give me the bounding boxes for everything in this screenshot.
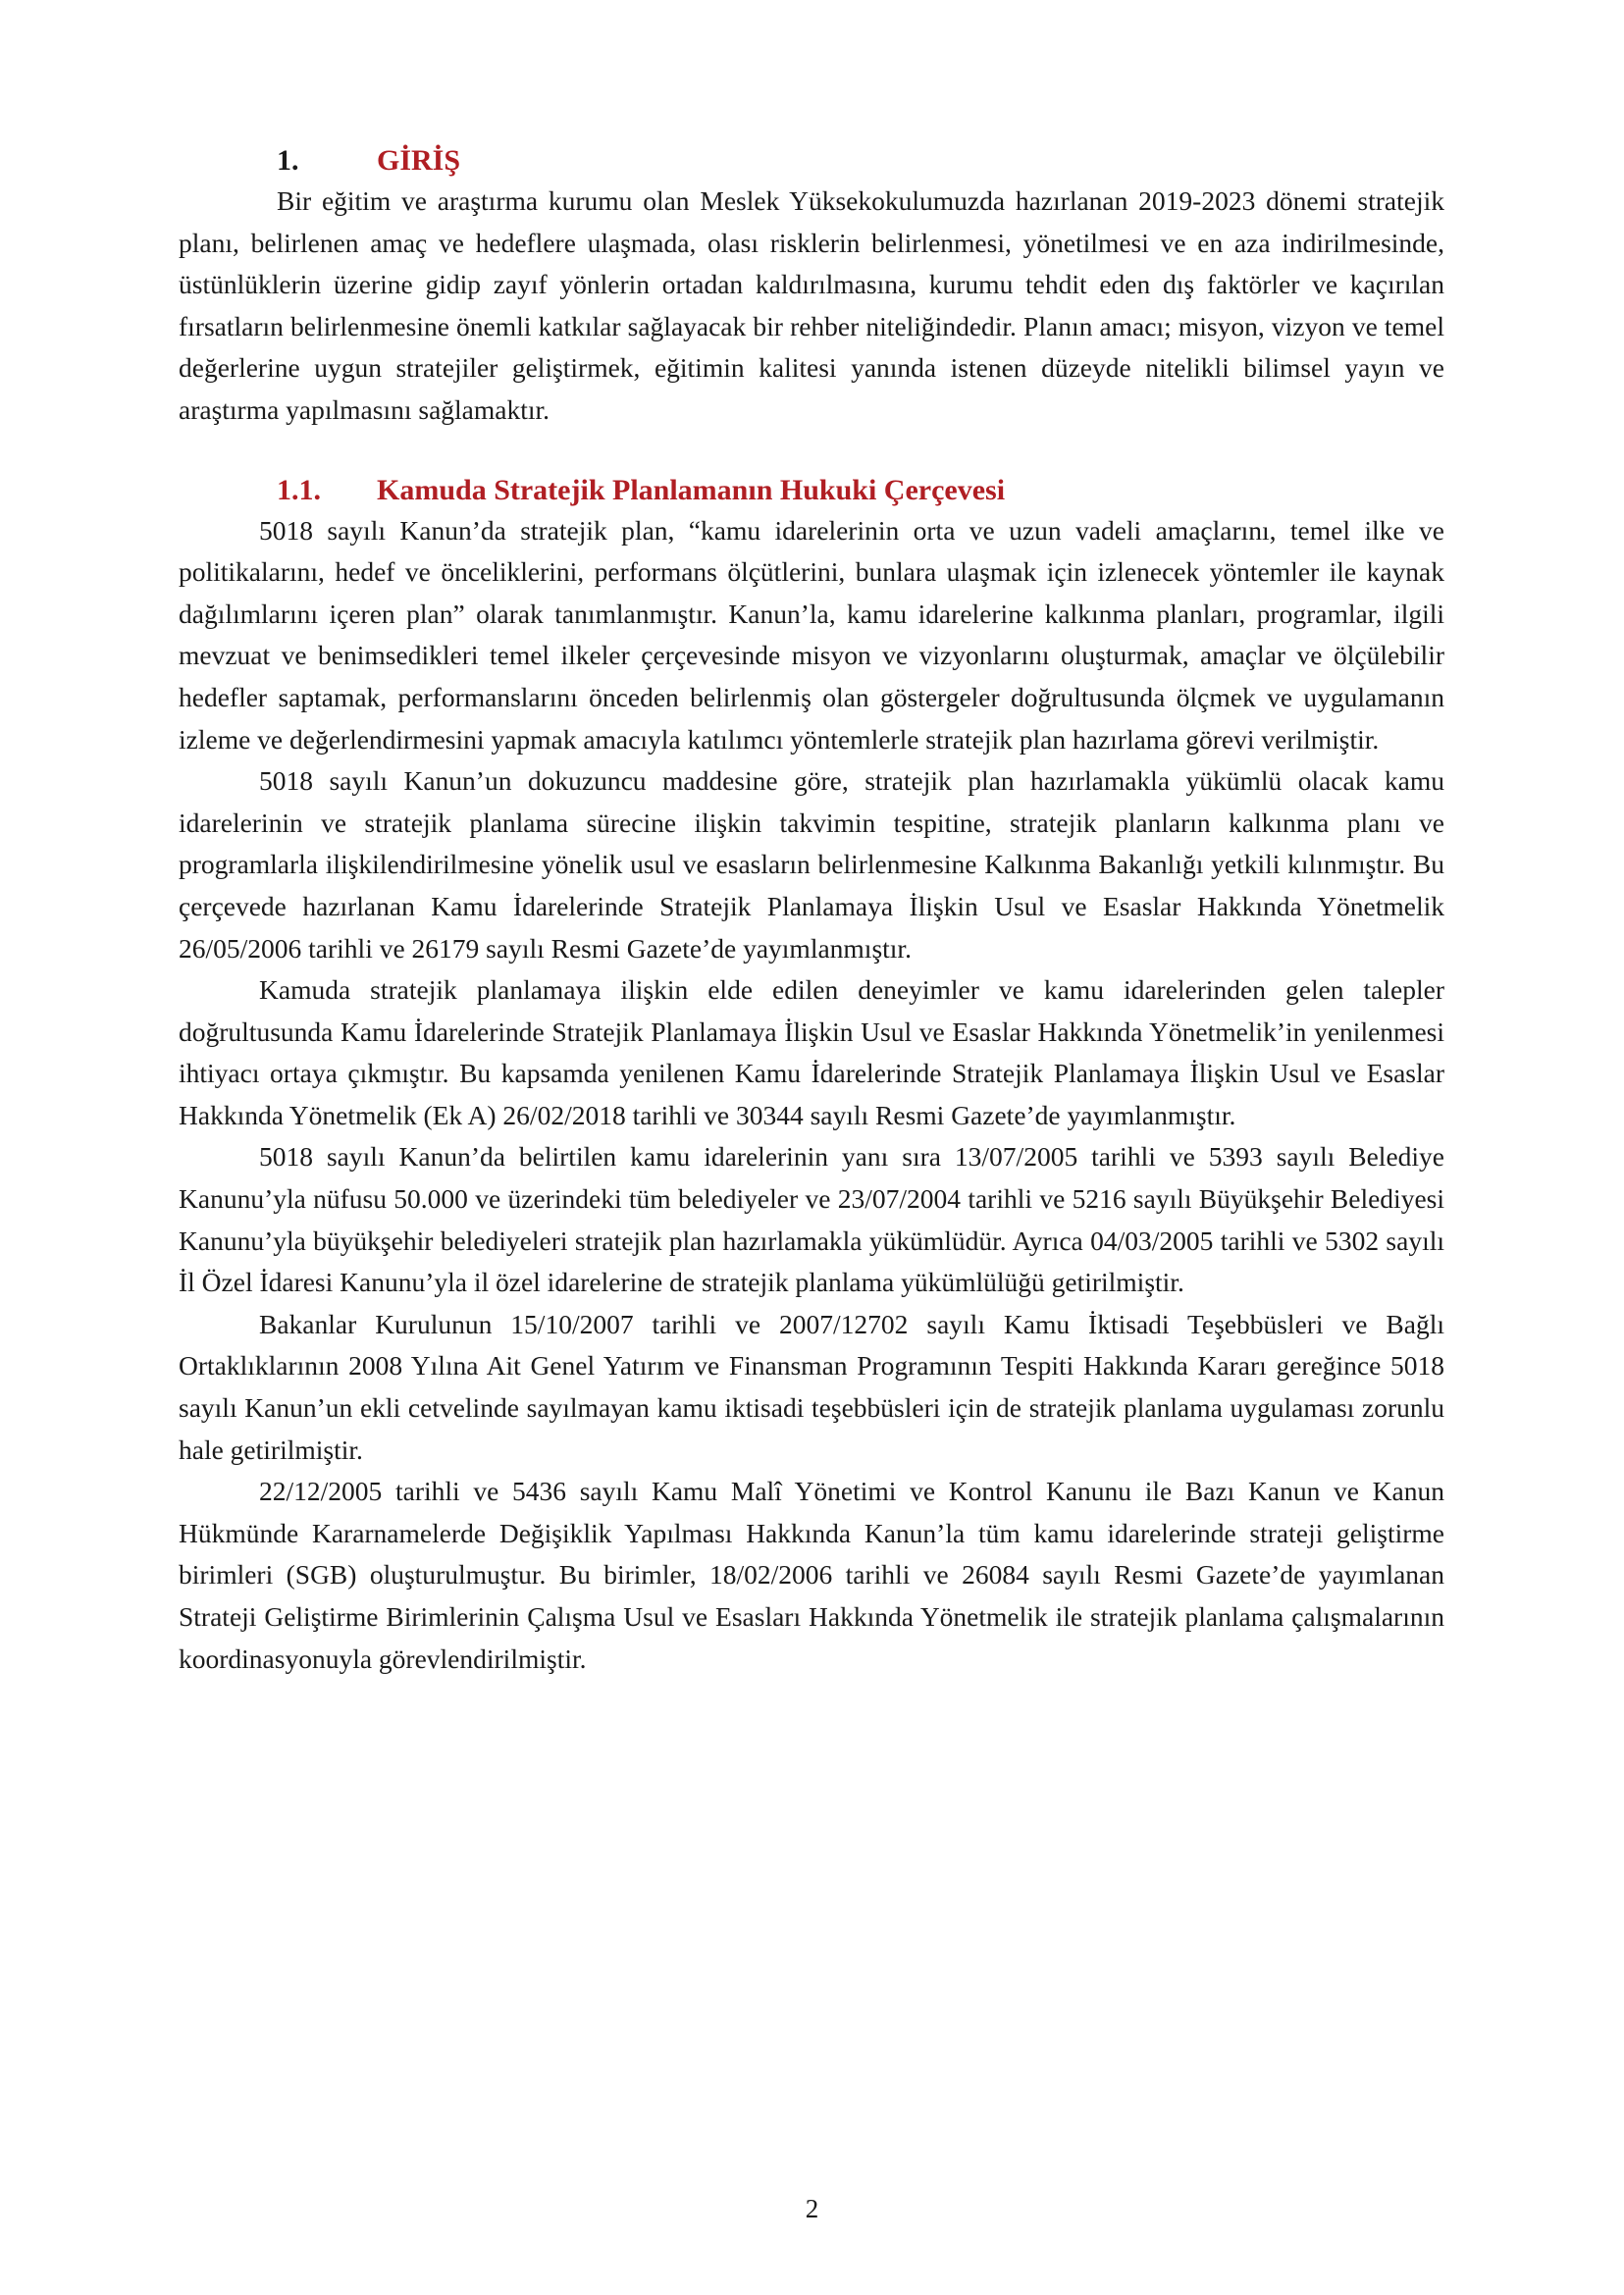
subsection-title: Kamuda Stratejik Planlamanın Hukuki Çerçevesi xyxy=(377,473,1006,506)
paragraph-4: 5018 sayılı Kanun’da belirtilen kamu idarelerinin yanı sıra 13/07/2005 tarihli ve 5393 sayılı Belediye Kanunu’yla nüfusu 50.000 ve üzerindeki tüm belediyeler ve 23/07/2004 tarihli ve 5216 sayılı Büyükşehir Belediyesi Kanunu’yla büyükşehir belediyeleri stratejik plan hazırlamakla yükümlüdür. Ayrıca 04/03/2005 tarihli ve 5302 sayılı İl Özel İdaresi Kanunu’yla il özel idarelerine de stratejik planlama yükümlülüğü getirilmiştir. xyxy=(179,1141,1444,1298)
paragraph-1: 5018 sayılı Kanun’da stratejik plan, “kamu idarelerinin orta ve uzun vadeli amaçlarını, temel ilke ve politikalarını, hedef ve önceliklerini, performans ölçütlerini, bunlara ulaşmak için izlenecek yöntemler ile kaynak dağılımlarını içeren plan” olarak tanımlanmıştır. Kanun’la, kamu idarelerine kalkınma planları, programlar, ilgili mevzuat ve benimsedikleri temel ilkeler çerçevesinde misyon ve vizyonlarını oluşturmak, amaçlar ve ölçülebilir hedefler saptamak, performanslarını önceden belirlenmiş olan göstergeler doğrultusunda ölçmek ve uygulamanın izleme ve değerlendirmesini yapmak amacıyla katılımcı yöntemlerle stratejik plan hazırlama görevi verilmiştir. xyxy=(179,514,1444,755)
section-title: GİRİŞ xyxy=(377,144,461,177)
subsection-number: 1.1. xyxy=(277,473,321,506)
paragraph-2: 5018 sayılı Kanun’un dokuzuncu maddesine göre, stratejik plan hazırlamakla yükümlü olacak kamu idarelerinin ve stratejik planlama sürecine ilişkin takvimin tespitine, stratejik planların kalkınma planı ve programlarla ilişkilendirilmesine yönelik usul ve esasların belirlenmesine Kalkınma Bakanlığı yetkili kılınmıştır. Bu çerçevede hazırlanan Kamu İdarelerinde Stratejik Planlamaya İlişkin Usul ve Esaslar Hakkında Yönetmelik 26/05/2006 tarihli ve 26179 sayılı Resmi Gazete’de yayımlanmıştır. xyxy=(179,765,1444,964)
section-number: 1. xyxy=(277,144,299,177)
page-content xyxy=(179,131,1444,1680)
section-heading-1 xyxy=(277,141,1444,181)
section-heading-1-1 xyxy=(277,471,1444,510)
page-number: 2 xyxy=(805,2194,819,2223)
paragraph-6: 22/12/2005 tarihli ve 5436 sayılı Kamu Malî Yönetimi ve Kontrol Kanunu ile Bazı Kanun ve Kanun Hükmünde Kararnamelerde Değişiklik Yapılması Hakkında Kanun’la tüm kamu idarelerinde strateji geliştirme birimleri (SGB) oluşturulmuştur. Bu birimler, 18/02/2006 tarihli ve 26084 sayılı Resmi Gazete’de yayımlanan Strateji Geliştirme Birimlerinin Çalışma Usul ve Esasları Hakkında Yönetmelik ile stratejik planlama çalışmalarının koordinasyonuyla görevlendirilmiştir. xyxy=(179,1476,1444,1674)
paragraph-5: Bakanlar Kurulunun 15/10/2007 tarihli ve 2007/12702 sayılı Kamu İktisadi Teşebbüsleri ve Bağlı Ortaklıklarının 2008 Yılına Ait Genel Yatırım ve Finansman Programının Tespiti Hakkında Kararı gereğince 5018 sayılı Kanun’un ekli cetvelinde sayılmayan kamu iktisadi teşebbüsleri için de stratejik planlama uygulaması zorunlu hale getirilmiştir. xyxy=(179,1308,1444,1465)
paragraph-3: Kamuda stratejik planlamaya ilişkin elde edilen deneyimler ve kamu idarelerinden gelen talepler doğrultusunda Kamu İdarelerinde Stratejik Planlamaya İlişkin Usul ve Esaslar Hakkında Yönetmelik’in yenilenmesi ihtiyacı ortaya çıkmıştır. Bu kapsamda yenilenen Kamu İdarelerinde Stratejik Planlamaya İlişkin Usul ve Esaslar Hakkında Yönetmelik (Ek A) 26/02/2018 tarihli ve 30344 sayılı Resmi Gazete’de yayımlanmıştır. xyxy=(179,974,1444,1130)
intro-paragraph: Bir eğitim ve araştırma kurumu olan Meslek Yüksekokulumuzda hazırlanan 2019-2023 dönemi stratejik planı, belirlenen amaç ve hedeflere ulaşmada, olası risklerin belirlenmesi, yönetilmesi ve en aza indirilmesinde, üstünlüklerin üzerine gidip zayıf yönlerin ortadan kaldırılmasına, kurumu tehdit eden dış faktörler ve kaçırılan fırsatların belirlenmesine önemli katkılar sağlayacak bir rehber niteliğindedir. Planın amacı; misyon, vizyon ve temel değerlerine uygun stratejiler geliştirmek, eğitimin kalitesi yanında istenen düzeyde nitelikli bilimsel yayın ve araştırma yapılmasını sağlamaktır. xyxy=(179,185,1444,425)
